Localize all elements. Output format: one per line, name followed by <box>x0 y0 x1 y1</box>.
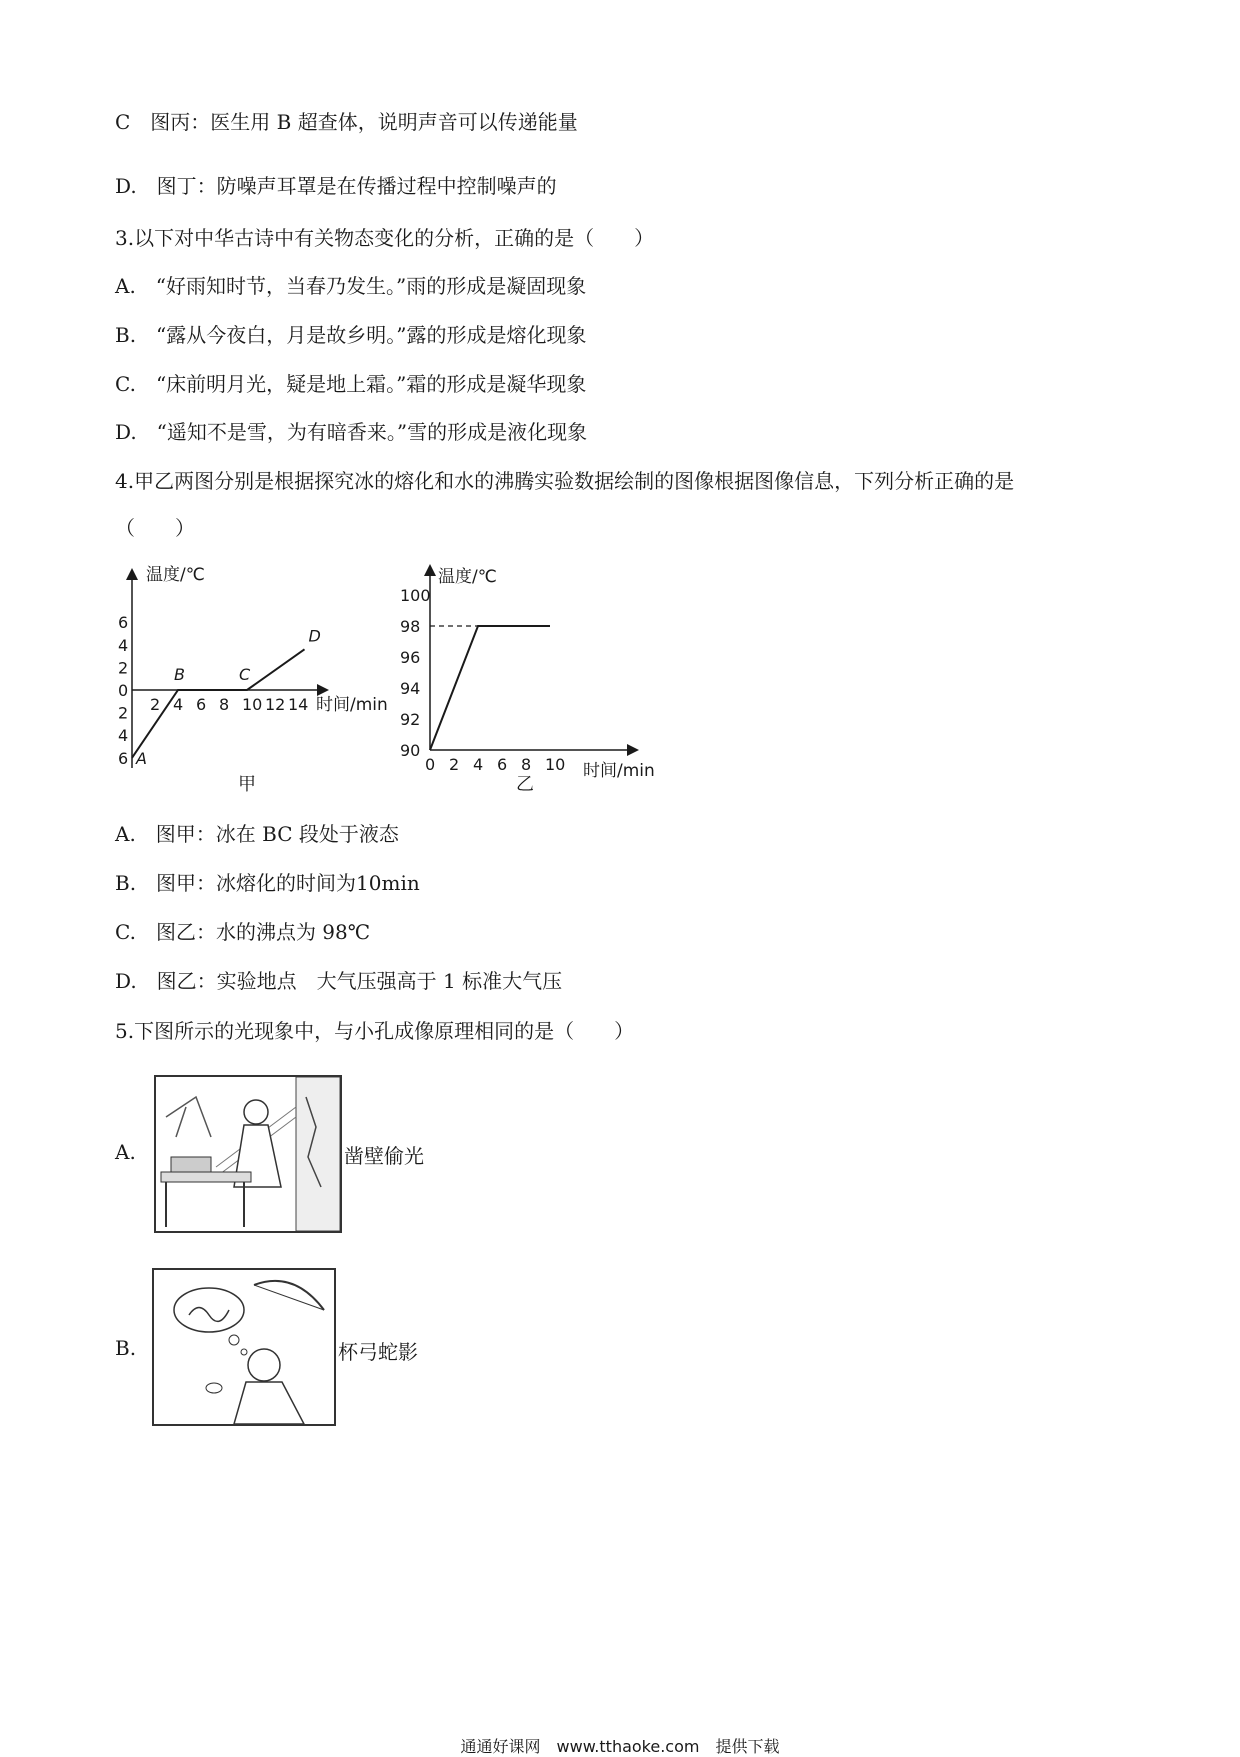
chart-jia-y-tick: 0 <box>118 681 129 700</box>
q4-option-b: B. 图甲：冰熔化的时间为10min <box>115 871 420 895</box>
chart-yi-y-tick: 96 <box>400 648 421 667</box>
q4-stem: 4.甲乙两图分别是根据探究冰的熔化和水的沸腾实验数据绘制的图像根据图像信息，下列分析正确的是 <box>115 469 1015 493</box>
q3-option-a: A. “好雨知时节，当春乃发生。”雨的形成是凝固现象 <box>115 274 587 298</box>
q4-stem-cont: （ ） <box>115 516 195 540</box>
q5-stem: 5.下图所示的光现象中，与小孔成像原理相同的是（ ） <box>115 1019 635 1043</box>
chart-jia-point-label: D <box>308 626 321 646</box>
chart-jia-point-label: A <box>136 748 147 768</box>
page-footer: 通通好课网 www.tthaoke.com 提供下载 <box>460 1737 780 1756</box>
chart-jia <box>118 560 408 800</box>
q5-option-b-text: 杯弓蛇影 <box>338 1340 418 1364</box>
q3-stem: 3.以下对中华古诗中有关物态变化的分析，正确的是（ ） <box>115 226 655 250</box>
chart-jia-caption: 甲 <box>238 774 256 795</box>
chart-jia-y-tick: 2 <box>118 658 129 678</box>
chart-yi-x-tick: 4 <box>473 755 484 774</box>
q3-option-b: B. “露从今夜白，月是故乡明。”露的形成是熔化现象 <box>115 323 587 347</box>
q2-option-c: C 图丙：医生用 B 超查体，说明声音可以传递能量 <box>115 110 578 134</box>
chart-yi-y-tick: 98 <box>400 617 421 636</box>
chart-jia-y-tick: 4 <box>118 635 129 655</box>
chart-jia-point-label: C <box>239 665 251 684</box>
q3-option-d: D. “遥知不是雪，为有暗香来。”雪的形成是液化现象 <box>115 420 588 444</box>
chart-jia-point-label: B <box>174 665 185 684</box>
q4-option-d: D. 图乙：实验地点 大气压强高于 1 标准大气压 <box>115 969 563 993</box>
q4-option-a: A. 图甲：冰在 BC 段处于液态 <box>115 822 399 846</box>
q2-option-d: D. 图丁：防噪声耳罩是在传播过程中控制噪声的 <box>115 174 557 198</box>
q4-option-c: C. 图乙：水的沸点为 98℃ <box>115 920 371 944</box>
chart-jia-y-tick: 6 <box>118 613 129 633</box>
chart-jia-y-tick: 2 <box>118 703 129 723</box>
chart-yi-x-tick: 8 <box>521 755 532 774</box>
chart-jia-ylabel: 温度/℃ <box>146 565 205 585</box>
chart-yi-series-line <box>430 626 550 750</box>
chart-jia-x-tick: 10 <box>242 695 263 714</box>
q5-option-b-letter: B. <box>115 1336 137 1360</box>
chart-yi-x-tick: 6 <box>497 755 508 774</box>
chart-jia-x-tick: 8 <box>219 695 230 714</box>
chart-jia-x-tick: 12 <box>265 695 286 714</box>
chart-yi-caption: 乙 <box>516 774 534 795</box>
chart-yi <box>398 560 678 800</box>
q3-option-c: C. “床前明月光，疑是地上霜。”霜的形成是凝华现象 <box>115 372 587 396</box>
chart-jia-y-tick: 4 <box>118 726 129 746</box>
q5-option-a-illustration <box>154 1075 342 1233</box>
chart-jia-x-tick: 14 <box>288 695 309 714</box>
chart-yi-ylabel: 温度/℃ <box>438 567 497 587</box>
chart-jia-x-tick: 6 <box>196 695 207 714</box>
chart-yi-x-tick: 2 <box>449 755 460 774</box>
q5-option-a-letter: A. <box>115 1140 136 1164</box>
chart-yi-y-tick: 90 <box>400 741 421 760</box>
q5-option-a-text: 凿壁偷光 <box>344 1144 424 1168</box>
chart-jia-x-tick: 4 <box>173 695 184 714</box>
chart-jia-xlabel: 时间/min <box>316 695 388 715</box>
q5-option-b-illustration <box>152 1268 336 1426</box>
chart-yi-y-tick: 100 <box>400 586 431 605</box>
chart-jia-x-tick: 2 <box>150 695 161 714</box>
chart-yi-y-tick: 94 <box>400 679 421 698</box>
chart-yi-y-tick: 92 <box>400 710 421 729</box>
chart-yi-x-tick: 10 <box>545 755 566 774</box>
chart-yi-xlabel: 时间/min <box>583 761 655 781</box>
chart-jia-y-tick: 6 <box>118 748 129 768</box>
chart-yi-x-tick: 0 <box>425 755 436 774</box>
